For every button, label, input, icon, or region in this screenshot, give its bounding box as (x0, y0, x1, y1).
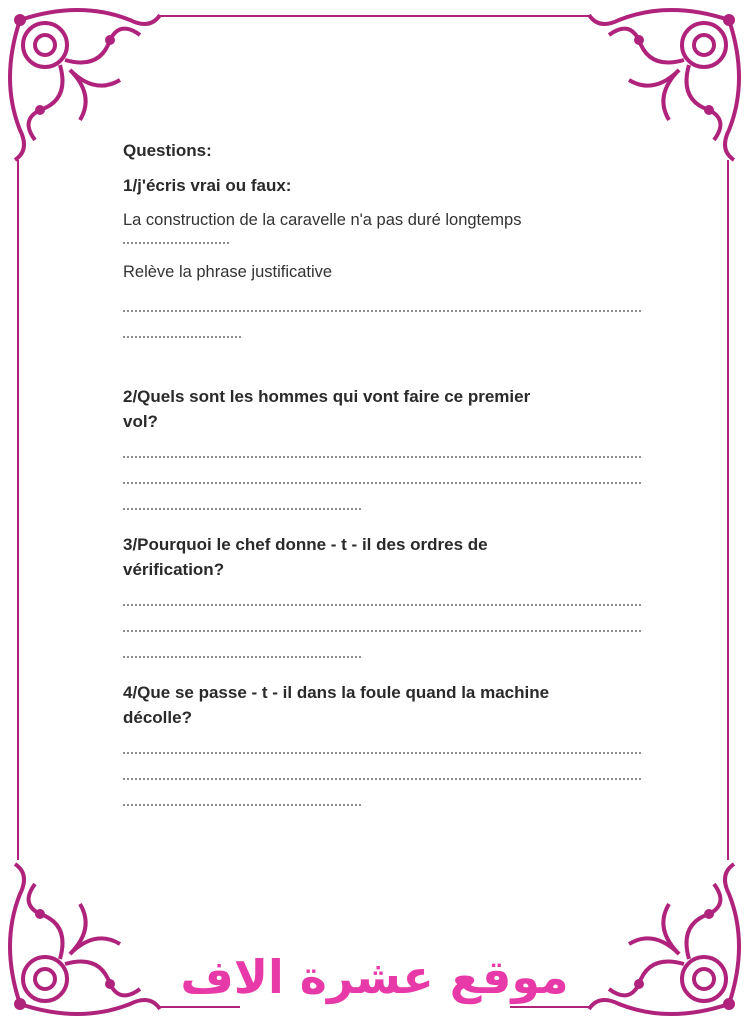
q2-answer-line-3 (123, 508, 361, 510)
page-title: Questions: (123, 141, 212, 160)
worksheet-content (123, 138, 645, 806)
q1-justification-line-1 (123, 310, 641, 312)
q1-statement: La construction de la caravelle n'a pas duré longtemps (123, 211, 522, 229)
q1-heading: 1/j'écris vrai ou faux: (123, 176, 292, 195)
site-name-watermark: موقع عشرة الاف (180, 950, 569, 1004)
q3-answer-line-3 (123, 656, 361, 658)
q4-answer-line-2 (123, 778, 641, 780)
q4-answer-line-3 (123, 804, 361, 806)
q1-justification-line-2 (123, 336, 241, 338)
q4-answer-line-1 (123, 752, 641, 754)
q3-answer-line-2 (123, 630, 641, 632)
q3-heading: 3/Pourquoi le chef donne - t - il des ordres de (123, 535, 488, 554)
q4-heading-cont: décolle? (123, 708, 192, 727)
q3-answer-line-1 (123, 604, 641, 606)
q2-answer-line-1 (123, 456, 641, 458)
q4-heading: 4/Que se passe - t - il dans la foule quand la machine (123, 683, 550, 702)
frame-bottom-line-right (510, 1006, 590, 1008)
frame-left-line (17, 160, 19, 860)
q2-answer-line-2 (123, 482, 641, 484)
q1-answer-line (123, 242, 229, 244)
frame-bottom-line (160, 1006, 240, 1008)
q3-heading-cont: vérification? (123, 560, 225, 579)
q2-heading-cont: vol? (123, 412, 158, 431)
frame-top-line (160, 15, 590, 17)
q2-heading: 2/Quels sont les hommes qui vont faire ce premier (123, 387, 531, 406)
q1-instruction: Relève la phrase justificative (123, 263, 333, 281)
frame-right-line (727, 160, 729, 860)
